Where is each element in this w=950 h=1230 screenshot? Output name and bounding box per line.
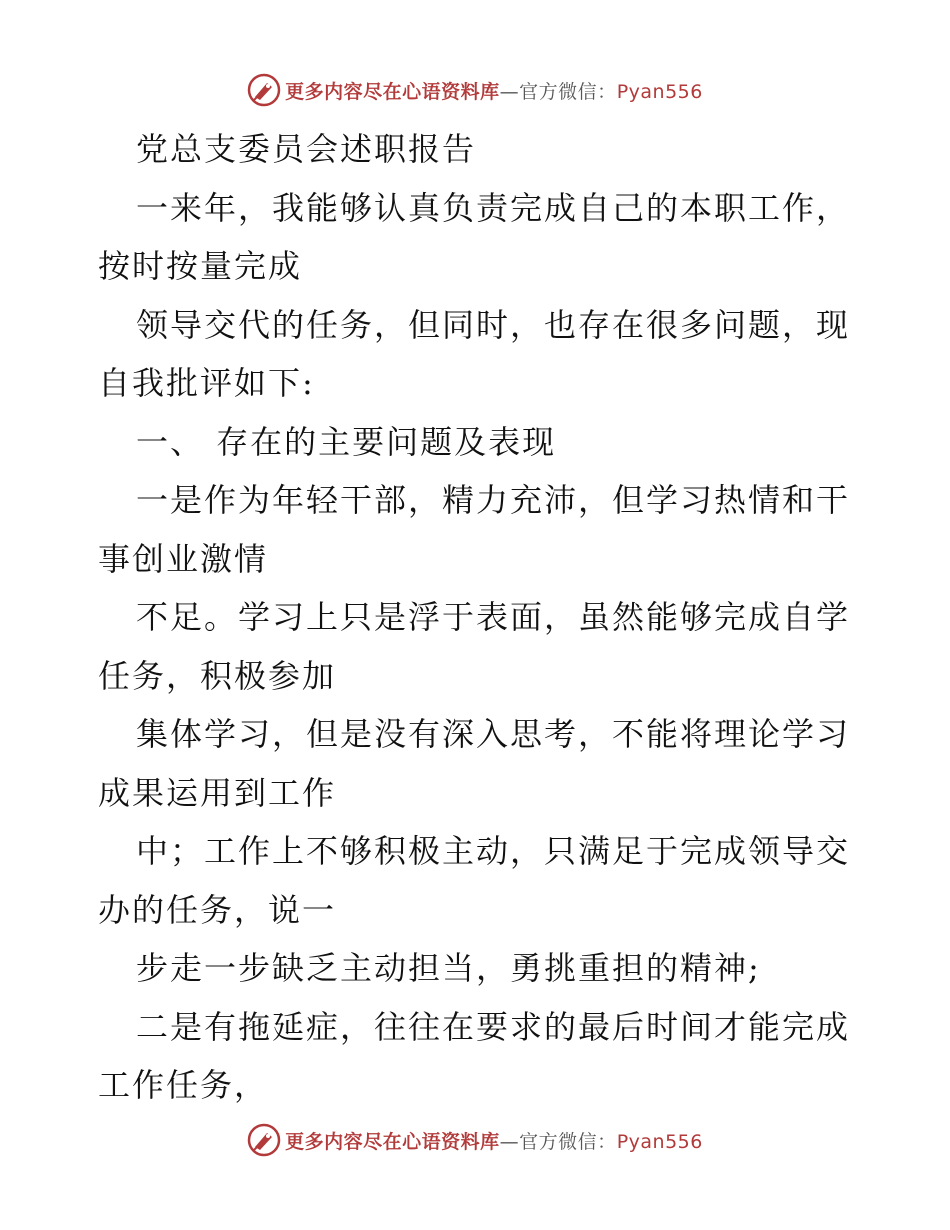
document-body bbox=[98, 120, 858, 1115]
header-wechat-label: 官方微信： bbox=[519, 80, 617, 103]
paragraph-line: 工作任务， bbox=[98, 1066, 269, 1104]
paragraph-line: 一来年，我能够认真负责完成自己的本职工作， bbox=[136, 188, 851, 227]
footer-wechat-label: 官方微信： bbox=[519, 1130, 617, 1153]
paragraph-line: 中；工作上不够积极主动，只满足于完成领导交 bbox=[136, 832, 851, 870]
header-separator: — bbox=[499, 80, 520, 103]
paragraph-line: 二是有拖延症，往往在要求的最后时间才能完成 bbox=[136, 1007, 851, 1046]
paragraph-line: 领导交代的任务，但同时，也存在很多问题，现 bbox=[136, 305, 851, 344]
footer-brand: 更多内容尽在心语资料库 bbox=[285, 1130, 500, 1153]
paragraph-line: 自我批评如下: bbox=[98, 364, 315, 402]
paragraph-line: 一是作为年轻干部，精力充沛，但学习热情和干 bbox=[136, 481, 851, 519]
paragraph-line: 按时按量完成 bbox=[98, 247, 303, 285]
pen-nib-logo-icon bbox=[247, 73, 281, 107]
paragraph-line: 成果运用到工作 bbox=[98, 773, 337, 812]
header-account: Pyan556 bbox=[616, 80, 703, 103]
footer-separator: — bbox=[499, 1130, 520, 1153]
paragraph-line: 事创业激情 bbox=[98, 539, 269, 578]
paragraph-line: 集体学习，但是没有深入思考，不能将理论学习 bbox=[136, 715, 851, 753]
header-brand: 更多内容尽在心语资料库 bbox=[285, 80, 500, 103]
header-banner bbox=[0, 70, 950, 110]
header-text bbox=[285, 77, 703, 104]
footer-text bbox=[285, 1127, 703, 1154]
section-heading: 一、 存在的主要问题及表现 bbox=[136, 422, 557, 461]
footer-banner bbox=[0, 1120, 950, 1160]
paragraph-line: 办的任务，说一 bbox=[98, 890, 337, 929]
pen-nib-logo-icon bbox=[247, 1123, 281, 1157]
document-title: 党总支委员会述职报告 bbox=[136, 130, 477, 168]
footer-account: Pyan556 bbox=[616, 1130, 703, 1153]
paragraph-line: 不足。学习上只是浮于表面，虽然能够完成自学 bbox=[136, 598, 851, 636]
paragraph-line: 步走一步缺乏主动担当，勇挑重担的精神; bbox=[136, 949, 761, 987]
paragraph-line: 任务，积极参加 bbox=[98, 656, 337, 695]
